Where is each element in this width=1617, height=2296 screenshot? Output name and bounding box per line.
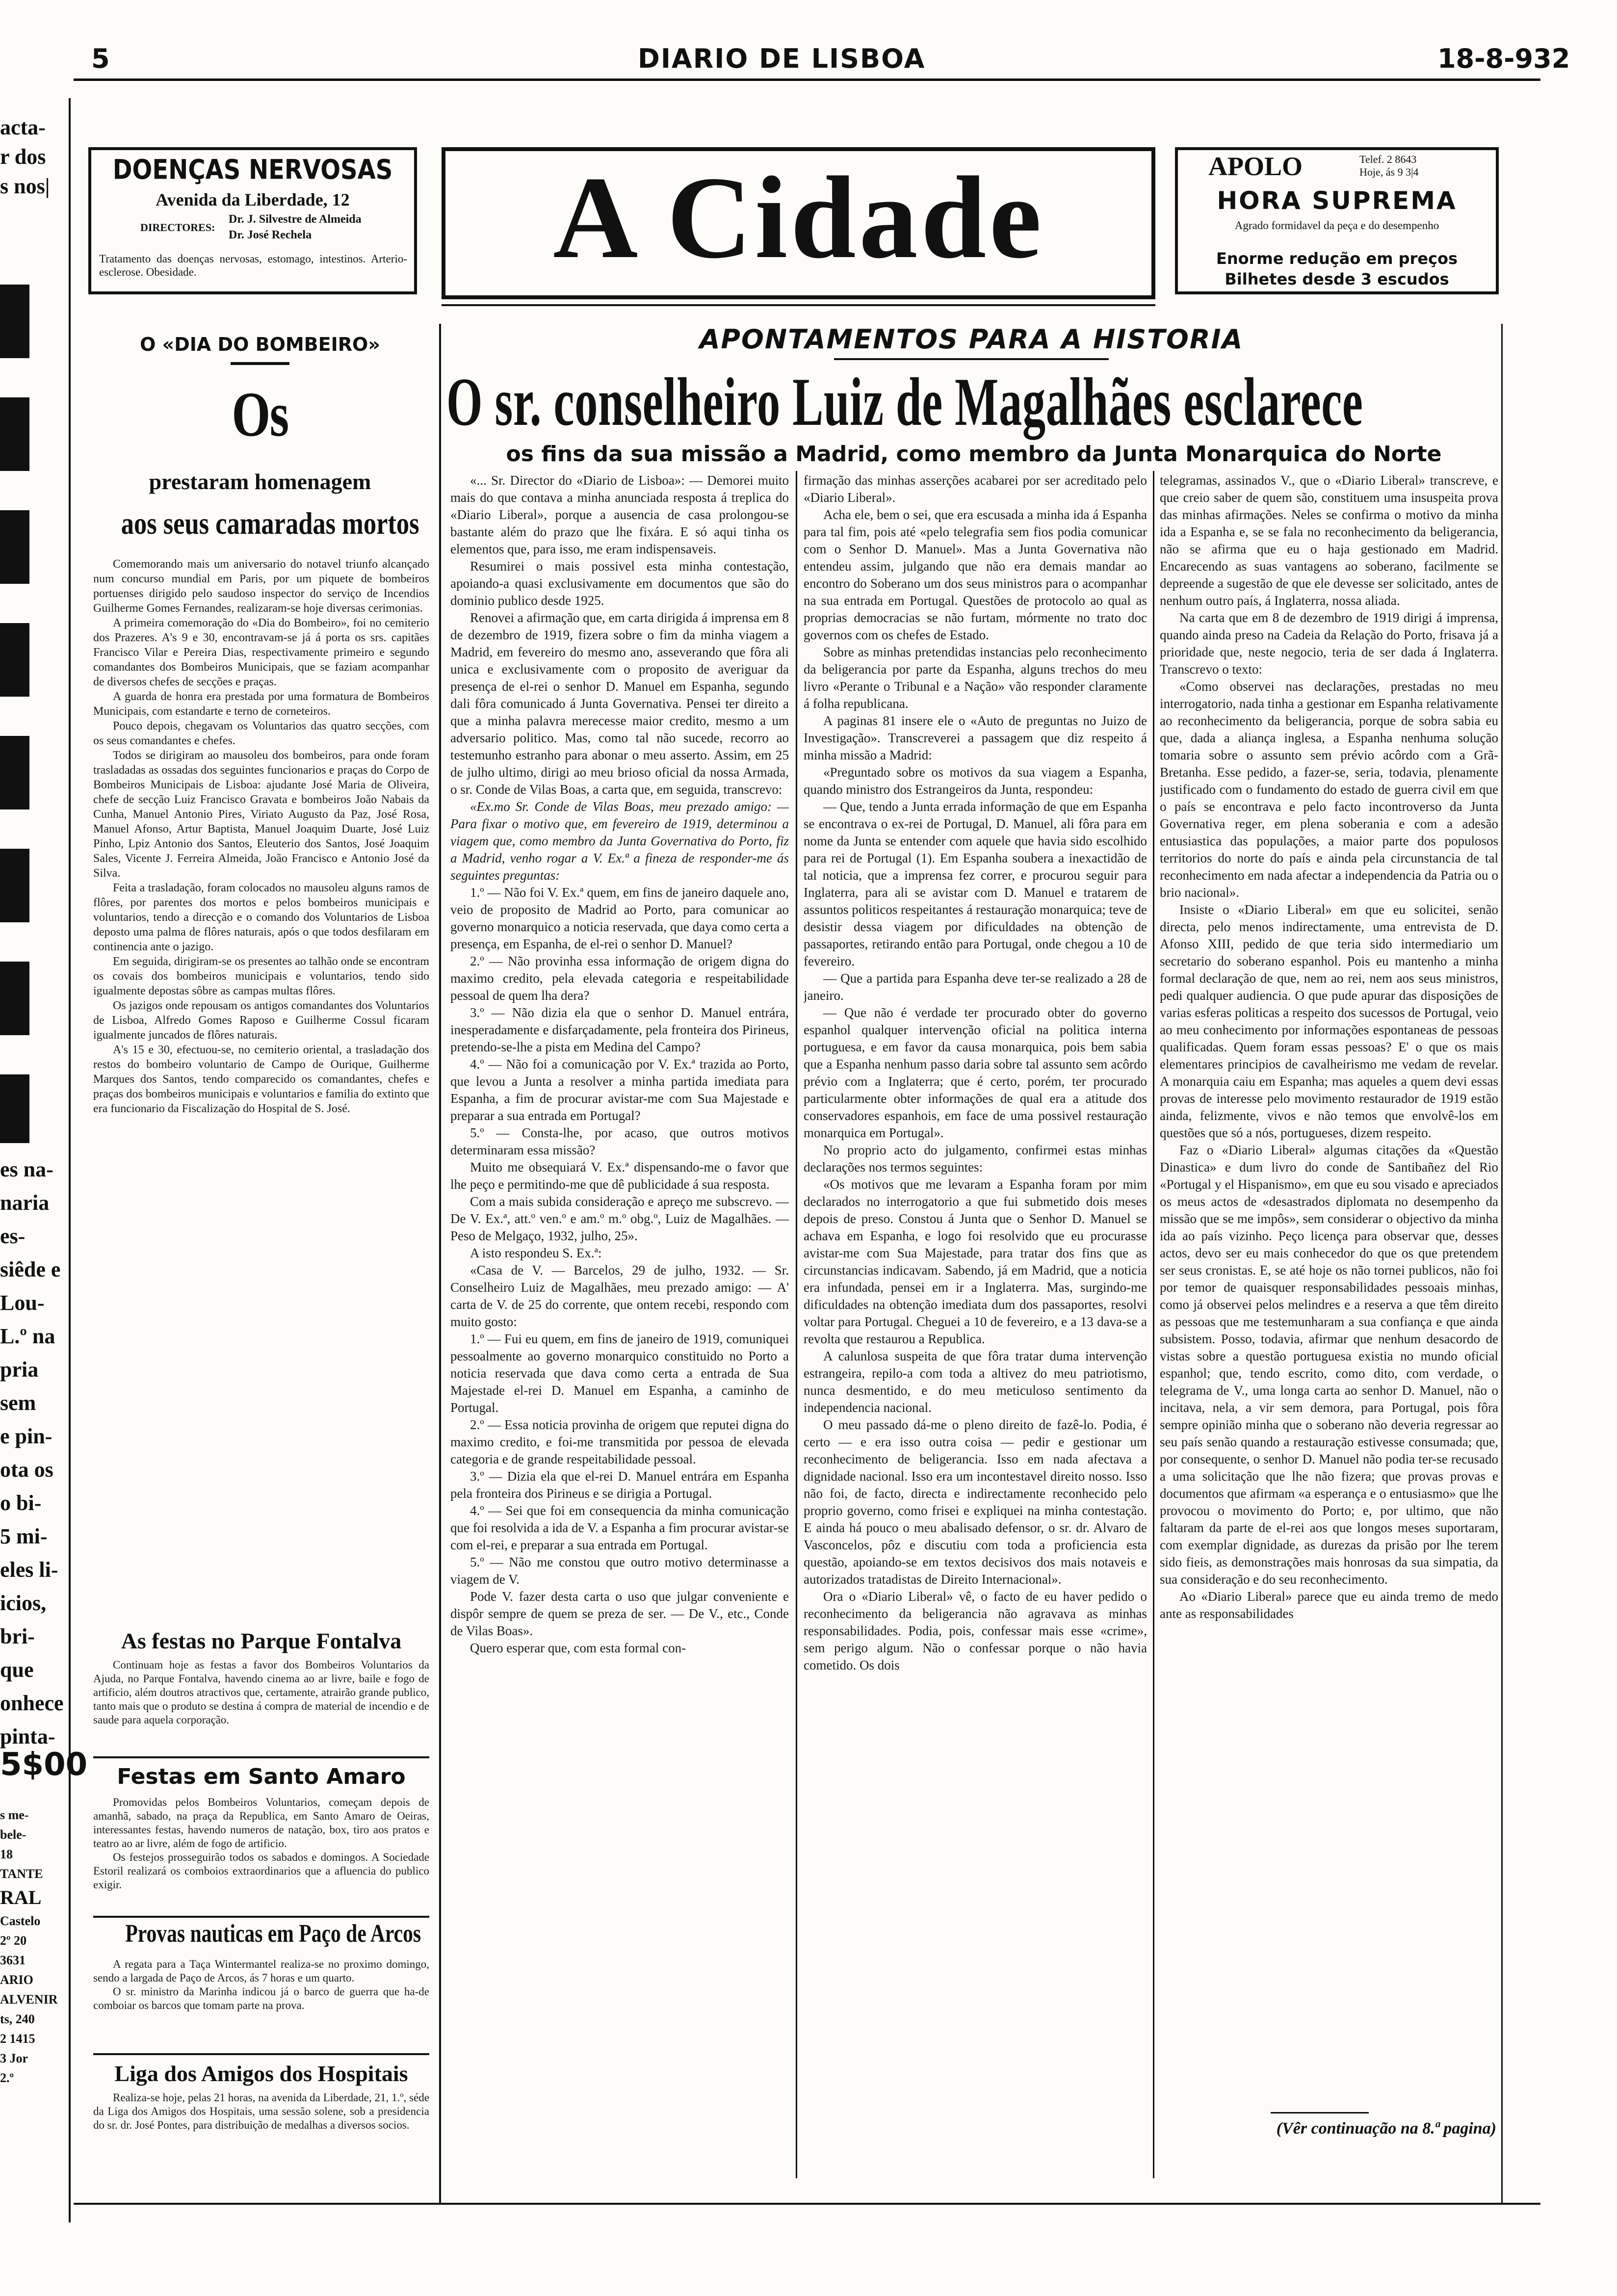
margin-fragment: sem	[0, 1391, 36, 1415]
margin-fragment: siêde e	[0, 1257, 61, 1281]
paragraph: 3.º — Dizia ela que el-rei D. Manuel entrára em Espanha pela fronteira dos Pirineus e se dirigia a Portugal.	[450, 1469, 789, 1501]
margin-fragment: naria es-	[0, 1191, 50, 1248]
left-margin-fragments-bottom	[0, 1805, 66, 2088]
margin-fragment: es na-	[0, 1157, 53, 1181]
liga-body	[93, 2091, 429, 2165]
paragraph: firmação das minhas asserções acabarei por ser acreditado pelo «Diario Liberal».	[804, 473, 1147, 505]
kicker-ornament	[231, 362, 289, 365]
margin-fragment: L.º na	[0, 1324, 55, 1348]
margin-price: 5$00	[0, 1747, 88, 1783]
paragraph: «Como observei nas declarações, prestadas no meu interrogatorio, nada tinha a gestionar em Espanha relativamente ao reconhecimento da beligerancia, porque de sobra sabia eu que, dada a aliança inglesa, a Espanha nenhuma solução tomaria sobre o assunto sem prévio acôrdo com a Grã-Bretanha. Esse pedido, a fazer-se, seria, todavia, plenamente justificado com o fundamento do estado de guerra civil em que o país se encontrava e pelo facto incontroverso da Junta Governativa reger, em plena soberania e com a adesão entusiastica das populações, a maior parte dos populosos territorios do norte do país e ainda pela circunstancia de tal reconhecimento em nada afectar a independencia da Patria ou o brio nacional».	[1160, 679, 1498, 900]
ad-director-2: Dr. José Rechela	[229, 229, 312, 241]
paragraph: Os jazigos onde repousam os antigos comandantes dos Voluntarios de Lisboa, Alfredo Gomes Raposo e Guilherme Cossul ficaram igualmente juncados de flôres naturais.	[93, 999, 429, 1042]
liga-headline: Liga dos Amigos dos Hospitais	[114, 2061, 408, 2086]
left-margin-fragments-lower	[0, 1153, 66, 1753]
margin-fragment: e pin-	[0, 1424, 52, 1448]
paragraph: telegramas, assinados V., que o «Diario Liberal» transcreve, e que creio saber de quem são, constituem uma insuspeita prova das minhas afirmações. Neles se confirma o motivo da minha ida a Espanha e, se se fala no reconhecimento da beligerancia, não se afirma que eu o haja gestionado em Madrid. Encarecendo as suas vantagens ao soberano, facilmente se depreende a sugestão de que ele devesse ser solicitado, antes de nenhum outro país, á Inglaterra, nossa aliada.	[1160, 473, 1498, 608]
margin-fragment: 2º 20	[0, 1933, 27, 1948]
ad-title: DOENÇAS NERVOSAS	[112, 154, 393, 186]
main-headline	[446, 363, 1501, 446]
ad-today: Hoje, ás 9 3|4	[1359, 166, 1419, 178]
paragraph: Na carta que em 8 de dezembro de 1919 dirigi á imprensa, quando ainda preso na Cadeia da Relação do Porto, frisava já a prioridade que, neste negocio, teria de ser dada á Inglaterra. Transcrevo o texto:	[1160, 610, 1498, 677]
right-border	[1501, 324, 1503, 2203]
left-headline	[88, 373, 432, 461]
divider	[93, 2053, 429, 2055]
paragraph: Pouco depois, chegavam os Voluntarios das quatro secções, com os seus comandantes e chefes.	[93, 720, 429, 747]
paragraph: 3.º — Não dizia ela que o senhor D. Manuel entrára, inesperadamente e disfarçadamente, pela fronteira dos Pirineus, pretendo-se-lhe a pista em Medina del Campo?	[450, 1005, 789, 1054]
paragraph: Sobre as minhas pretendidas instancias pelo reconhecimento da beligerancia por parte da Espanha, alguns trechos do meu livro «Perante o Tribunal e a Nação» vão responder claramente á folha republicana.	[804, 645, 1147, 711]
paragraph: A regata para a Taça Wintermantel realiza-se no proximo domingo, sendo a largada de Paço de Arcos, ás 7 horas e um quarto.	[93, 1958, 429, 1984]
margin-fragment: que	[0, 1658, 34, 1682]
margin-fragment: acta-	[0, 115, 46, 139]
header-rule	[74, 78, 1540, 81]
paragraph: 1.º — Não foi V. Ex.ª quem, em fins de janeiro daquele ano, veio de proposito de Madrid ao Porto, para comunicar ao governo monarquico a noticia reservada, que daya como certa a presença, em Espanha, de el-rei o senhor D. Manuel?	[450, 885, 789, 951]
paragraph: O meu passado dá-me o pleno direito de fazê-lo. Podia, é certo — e era isso outra coisa — pedir e gestionar um reconhecimento de beligerancia. Isso em nada afectava a dignidade nacional. Isso era um incontestavel direito nosso. Isso não foi, de facto, directa e indirectamente reconhecido pelo proprio governo, como frisei e expliquei na minha contestação. E ainda há pouco o meu abalisado defensor, o sr. dr. Alvaro de Vasconcelos, pôz e discutiu com toda a proficiencia esta questão, apoiando-se em textos decisivos dos mais notaveis e autorizados tratadistas de Direito Internacional».	[804, 1417, 1147, 1587]
ad-tickets: Bilhetes desde 3 escudos	[1225, 270, 1449, 288]
margin-fragment: Castelo	[0, 1914, 41, 1928]
paragraph: Com a mais subida consideração e apreço me subscrevo. — De V. Ex.ª, att.º ven.º e am.º m.º obg.º, Luiz de Magalhães. — Peso de Melgaço, 1932, julho, 25».	[450, 1194, 789, 1243]
ad-venue: APOLO	[1208, 152, 1303, 181]
margin-fragment: 2 1415	[0, 2032, 35, 2046]
kicker-rule	[834, 358, 1109, 360]
paragraph: A primeira comemoração do «Dia do Bombeiro», foi no cemiterio dos Prazeres. A's 9 e 30, encontravam-se já á porta os srs. capitães Francisco Vilar e Pereira Dias, respectivamente primeiro e segundo comandantes dos Bombeiros Municipais, que se faziam acompanhar de diversos chefes de secções e praças.	[93, 617, 429, 688]
paragraph: 4.º — Sei que foi em consequencia da minha comunicação que foi resolvida a ida de V. a Espanha a fim procurar avistar-se com el-rei, e preparar a sua entrada em Portugal.	[450, 1503, 789, 1552]
bottom-rule	[74, 2203, 1540, 2205]
santo-amaro-body	[93, 1796, 429, 1913]
margin-fragment: o bi-	[0, 1491, 42, 1515]
margin-fragment: pinta-	[0, 1724, 55, 1748]
paragraph: «Casa de V. — Barcelos, 29 de julho, 1932. — Sr. Conselheiro Luiz de Magalhães, meu prezado amigo: — A' carta de V. de 25 do corrente, que ontem recebi, respondo com muito gosto:	[450, 1263, 789, 1329]
margin-fragment: eles li-	[0, 1558, 58, 1582]
ad-discount: Enorme redução em preços	[1216, 249, 1458, 268]
paragraph: — Que, tendo a Junta errada informação de que em Espanha se encontrava o ex-rei de Portugal, D. Manuel, ali fôra para em nome da Junta se entender com aquele que havia sido escolhido para rei de Portugal (1). Em Espanha soubera a inexactidão de tal noticia, que a imprensa fez correr, e procurou seguir para Inglaterra, para ali se avistar com D. Manuel e tratarem de assuntos politicos respeitantes á restauração monarquica; teve de desistir dessa viagem por dificuldades na obtenção de passaportes, retirando então para Portugal, onde chegou a 10 de fevereiro.	[804, 799, 1147, 968]
ad-phone: Telef. 2 8643	[1359, 153, 1417, 165]
main-kicker: APONTAMENTOS PARA A HISTORIA	[699, 324, 1244, 355]
margin-fragment: 5 mi-	[0, 1524, 48, 1548]
paragraph: Insiste o «Diario Liberal» em que eu solicitei, senão directa, pelo menos indirectamente, uma entrevista de D. Afonso XIII, pedido de que teria sido intermediario um secretario do soberano espanhol. Pois eu mantenho a minha formal declaração de que, nem ao rei, nem aos seus ministros, pedi qualquer audiencia. O que pude apurar das disposições de varias esferas politicas a respeito dos sucessos de Portugal, veio ao meu conhecimento por informações espontaneas de pessoas qualificadas. Quem foram essas pessoas? E' o que os mais elementares principios de cavalheirismo me vedam de revelar. A monarquia caiu em Espanha; mas aqueles a quem devi essas provas de interesse pelo movimento restaurador de 1919 estão ainda, felizmente, vivos e não temos que envolvê-los em questões que só a nós, portugueses, dizem respeito.	[1160, 902, 1498, 1140]
main-headline-text: O sr. conselheiro Luiz de Magalhães esclarece	[446, 364, 1363, 440]
left-deck-2	[88, 505, 432, 542]
margin-fragment: 3631	[0, 1953, 26, 1967]
paragraph: Os festejos prosseguirão todos os sabados e domingos. A Sociedade Estoril realizará os comboios extraordinarios que a afluencia do publico exigir.	[93, 1851, 429, 1891]
paragraph: O sr. ministro da Marinha indicou já o barco de guerra que ha-de comboiar os barcos que tomam parte na prova.	[93, 1985, 429, 2011]
margin-fragment: onhece	[0, 1691, 64, 1715]
paco-arcos-body	[93, 1957, 429, 2051]
paragraph: Acha ele, bem o sei, que era escusada a minha ida á Espanha para tal fim, pois até «pelo telegrafia sem fios podia comunicar com o Senhor D. Manuel». Mas a Junta Governativa não entendeu assim, julgando que não era demais mandar ao encontro do Soberano um dos seus ministros para o acompanhar na sua entrada em Portugal. Questões de protocolo ao qual as proprias democracias se não furtam, mórmente no trato doc governos com os chefes de Estado.	[804, 507, 1147, 642]
main-column-3	[1160, 472, 1498, 2091]
margin-fragment: TANTE	[0, 1867, 43, 1881]
fontalva-body	[93, 1658, 429, 1751]
ad-doencas-nervosas	[88, 147, 417, 294]
paragraph: Continuam hoje as festas a favor dos Bombeiros Voluntarios da Ajuda, no Parque Fontalva, havendo cinema ao ar livre, baile e fogo de artificio, além doutros atractivos que, certamente, atrairão grande publico, tanto mais que o produto se destina á compra de material de incendio e de saude para aquela corporação.	[93, 1659, 429, 1726]
paragraph: Todos se dirigiram ao mausoleu dos bombeiros, para onde foram trasladadas as ossadas dos seguintes funcionarios e praças do Corpo de Bombeiros Municipais de Lisboa: ajudante José Maria de Oliveira, chefe de secção Luiz Francisco Gravata e bombeiros João Nabais da Cunha, Manuel Antonio Pires, Viriato Augusto da Paz, José Rosa, Manuel Afonso, Artur Baptista, Manuel Joaquim Duarte, José Luiz Pinho, Lpiz Antonio dos Santos, Eleuterio dos Santos, José Joaquim Sales, Vicente J. Ferreira Almeida, João Francisco e Antonio José da Silva.	[93, 749, 429, 880]
paper-name: DIARIO DE LISBOA	[638, 43, 926, 74]
ad-treatment: Tratamento das doenças nervosas, estomago, intestinos. Arterio-esclerose. Obesidade.	[99, 253, 407, 278]
paragraph: 5.º — Não me constou que outro motivo determinasse a viagem de V.	[450, 1555, 789, 1587]
ad-directors-label: DIRECTORES:	[140, 221, 215, 234]
left-column-divider	[439, 324, 441, 2203]
margin-fragment: Lou-	[0, 1291, 45, 1315]
margin-fragment: bele-	[0, 1827, 26, 1842]
ad-show: HORA SUPREMA	[1217, 186, 1457, 215]
paragraph: A paginas 81 insere ele o «Auto de preguntas no Juizo de Investigação». Transcreverei a passagem que diz respeito á minha missão a Madrid:	[804, 713, 1147, 762]
margin-fragment: ota os	[0, 1458, 53, 1482]
paragraph: — Que não é verdade ter procurado obter do governo espanhol qualquer intervenção oficial na politica interna portuguesa, e em favor da causa monarquica, pois bem sabia que a Espanha nenhum passo daria sobre tal assunto sem acôrdo prévio com a Inglaterra; que é certo, porém, ter procurado particularmente obter informações de qual era a atitude dos conservadores espanhois, em face de uma possivel restauração monarquica em Portugal».	[804, 1005, 1147, 1140]
margin-large-glyphs	[0, 285, 29, 1143]
paragraph: A calunlosa suspeita de que fôra tratar duma intervenção estrangeira, repilo-a com toda a altivez do meu patriotismo, nunca desmentido, e do meu meticuloso sentimento da independencia nacional.	[804, 1349, 1147, 1415]
paragraph: Pode V. fazer desta carta o uso que julgar conveniente e dispôr sempre de quem se preza de ser. — De V., etc., Conde de Vilas Boas».	[450, 1589, 789, 1638]
margin-fragment: bri-	[0, 1624, 35, 1648]
left-deck-2-text: aos seus camaradas mortos	[121, 506, 419, 541]
paragraph: «Preguntado sobre os motivos da sua viagem a Espanha, quando ministro dos Estrangeiros da Junta, respondeu:	[804, 765, 1147, 797]
paco-arcos-headline-text: Provas nauticas em Paço de Arcos	[125, 1920, 421, 1948]
paragraph: 4.º — Não foi a comunicação por V. Ex.ª trazida ao Porto, que levou a Junta a resolver a minha partida imediata para Espanha, a fim de procurar avistar-me com Sua Majestade e preparar a sua entrada em Portugal?	[450, 1057, 789, 1123]
paragraph: «... Sr. Director do «Diario de Lisboa»: — Demorei muito mais do que contava a minha anunciada resposta á treplica do «Diario Liberal», porque a ausencia de casa prolongou-se bastante além do prazo que lhe fixára. E só aqui tinha os elementos que, para isso, me eram indispensaveis.	[450, 473, 789, 556]
paragraph: Quero esperar que, com esta formal con-	[470, 1641, 686, 1655]
paragraph: Faz o «Diario Liberal» algumas citações da «Questão Dinastica» e dum livro do conde de Santibañez del Rio «Portugal y el Hispanismo», em que eu sou visado e apreciados os meus actos de «desastrados diplomata no desempenho da missão que se me impôs», sem considerar o objectivo da minha ida ao país vizinho. Peço licença para observar que, desses actos, devo ser eu mais conhecedor do que os que pretendem ser seus cronistas. E, se até hoje os não tornei publicos, não foi por temor de quaisquer responsabilidades pessoais minhas, como já observei pelos melindres e a reserva a que têm direito as pessoas que me testemunharam a sua confiança e que ainda subsistem. Posso, todavia, afirmar que nenhum desacordo de vistas sobre a questão portuguesa existia no mundo oficial espanhol; que, tendo escrito, como dito, com verdade, o telegrama de V., uma longa carta ao senhor D. Manuel, não o incitava, nela, a vir sem demora, para Portugal, pois fôra sempre opinião minha que o soberano não deveria regressar ao seu país senão quando a restauração estivesse consumada; que, por consequente, o senhor D. Manuel não podia ter-se recusado a uma solicitação que lhe não fizera; que provas provas e documentos que afirmam «a esperança e o entusiasmo» que lhe provocou o movimento do Porto; e, por ultimo, que não faltaram da parte de el-rei aos que longos meses suportaram, com exemplar dignidade, as durezas da prisão por lhe terem sido fieis, as demonstrações mais honrosas da sua simpatia, da sua consideração e do seu reconhecimento.	[1160, 1143, 1498, 1587]
ad-address: Avenida da Liberdade, 12	[156, 190, 350, 209]
main-column-1	[450, 472, 789, 2184]
ad-review: Agrado formidavel da peça e do desempenho	[1234, 219, 1439, 232]
left-kicker: O «DIA DO BOMBEIRO»	[140, 334, 380, 355]
continuation-note: (Vêr continuação na 8.ª pagina)	[1276, 2119, 1496, 2138]
paco-arcos-headline	[88, 1919, 432, 1948]
margin-fragment: r dos	[0, 145, 46, 169]
paragraph: 2.º — Não provinha essa informação de origem digna do maximo credito, pela elevada categoria e respeitabilidade pessoal de quem lha dera?	[450, 954, 789, 1003]
page-number: 5	[91, 43, 110, 74]
paragraph: Em seguida, dirigiram-se os presentes ao talhão onde se encontram os covais dos bombeiros municipais e voluntarios, tendo sido igualmente depostas sôbre as campas multas flôres.	[93, 955, 429, 997]
paragraph: 5.º — Consta-lhe, por acaso, que outros motivos determinaram essa missão?	[450, 1125, 789, 1157]
margin-fragment: s nos|	[0, 174, 50, 198]
paragraph: Resumirei o mais possivel esta minha contestação, apoiando-a quasi exclusivamente em documentos que são do dominio publico desde 1925.	[450, 559, 789, 608]
continuation-rule	[1271, 2112, 1369, 2113]
paragraph: Realiza-se hoje, pelas 21 horas, na avenida da Liberdade, 21, 1.º, séde da Liga dos Amigos dos Hospitais, uma sessão solene, sob a presidencia do sr. dr. José Pontes, para distribuição de medalhas a diversos socios.	[93, 2091, 429, 2131]
divider	[93, 1916, 429, 1918]
left-margin-rule	[69, 98, 71, 2222]
left-headline-text: Os	[232, 379, 288, 450]
column-divider	[1153, 471, 1154, 2178]
main-column-2	[804, 472, 1147, 2184]
margin-fragment: icios,	[0, 1591, 47, 1615]
masthead-frame	[442, 147, 1155, 299]
paragraph: Ao «Diario Liberal» parece que eu ainda tremo de medo ante as responsabilidades	[1160, 1589, 1498, 1621]
masthead-title: A Cidade	[553, 152, 1044, 283]
paragraph: Renovei a afirmação que, em carta dirigida á imprensa em 8 de dezembro de 1919, fizera sobre o fim da minha viagem a Madrid, em fevereiro do mesmo ano, asseverando que fôra ali unica e exclusivamente com o proposito de averiguar da presença de el-rei o senhor D. Manuel em Espanha, segundo dali fôra comunicado á Junta Governativa. Pensei ter direito a que a minha palavra merecesse maior credito, mesmo a um adversario politico. Mas, como tal não sucede, recorro ao testemunho estranho para abonar o meu asserto. Assim, em 25 de julho ultimo, dirigi ao meu brioso oficial da nossa Armada, o sr. Conde de Vilas Boas, a carta que, em seguida, transcrevo:	[450, 610, 789, 797]
paragraph: A guarda de honra era prestada por uma formatura de Bombeiros Municipais, com estandarte e terno de corneteiros.	[93, 690, 429, 718]
margin-fragment: RAL	[0, 1886, 42, 1908]
paragraph: Promovidas pelos Bombeiros Voluntarios, começam depois de amanhã, sabado, na praça da Republica, em Santo Amaro de Oeiras, interessantes festas, havendo numeros de natação, box, tiro aos pratos e teatro ao ar livre, além de fogo de artificio.	[93, 1796, 429, 1850]
margin-fragment: pria	[0, 1357, 39, 1382]
paragraph: A's 15 e 30, efectuou-se, no cemiterio oriental, a trasladação dos restos do bombeiro voluntario de Campo de Ourique, Guilherme Marques dos Santos, tendo comparecido os comandantes, chefes e praças dos bombeiros municipais e voluntarios e familia do extinto que era funcionario da Fiscalização do Hospital de S. José.	[93, 1044, 429, 1115]
paragraph: 1.º — Fui eu quem, em fins de janeiro de 1919, comuniquei pessoalmente ao governo monarquico constituido no Porto a noticia reservada que dava como certa a entrada de Sua Majestade el-rei D. Manuel em Espanha, a caminho de Portugal.	[450, 1331, 789, 1415]
margin-fragment: ALVENIR	[0, 1992, 58, 2007]
margin-fragment: 3 Jor	[0, 2051, 28, 2065]
ad-apolo	[1175, 147, 1499, 294]
paragraph: Ora o «Diario Liberal» vê, o facto de eu haver pedido o reconhecimento da beligerancia não agravava as minhas responsabilidades. Podia, pois, confessar mais esse «crime», sem perigo algum. Não o confessar porque o não havia cometido. Os dois	[804, 1589, 1147, 1672]
main-subheadline: os fins da sua missão a Madrid, como membro da Junta Monarquica do Norte	[506, 442, 1442, 467]
santo-amaro-headline: Festas em Santo Amaro	[117, 1764, 406, 1789]
paragraph: No proprio acto do julgamento, confirmei estas minhas declarações nos termos seguintes:	[804, 1143, 1147, 1174]
margin-fragment: 18	[0, 1847, 13, 1861]
paragraph: A isto respondeu S. Ex.ª:	[470, 1246, 602, 1260]
paragraph: 2.º — Essa noticia provinha de origem que reputei digna do maximo credito, e foi-me transmitida por pessoa de elevada categoria e de grande respeitabilidade pessoal.	[450, 1417, 789, 1466]
paragraph: Muito me obsequiará V. Ex.ª dispensando-me o favor que lhe peço e permitindo-me que dê publicidade á sua resposta.	[450, 1160, 789, 1192]
margin-fragment: s me-	[0, 1808, 29, 1822]
margin-fragment: 2.º	[0, 2071, 14, 2085]
paragraph: «Os motivos que me levaram a Espanha foram por mim declarados no interrogatorio a que fui submetido dois meses depois de preso. Constou á Junta que o Senhor D. Manuel se achava em Espanha, e logo foi resolvido que eu procurasse avistar-me com Sua Majestade, para tratar dos fins que as circunstancias indicavam. Sabendo, já em Madrid, que a noticia era infundada, pensei em ir a Inglaterra. Mas, surgindo-me dificuldades na obtenção imediata dum dos passaportes, resolvi voltar para Portugal. Cheguei a 10 de fevereiro, e a 13 dava-se a revolta que restaurou a Republica.	[804, 1177, 1147, 1346]
margin-fragment: ARIO	[0, 1973, 33, 1987]
left-deck-1: prestaram homenagem	[149, 469, 371, 494]
issue-date: 18-8-932	[1437, 43, 1570, 74]
ad-director-1: Dr. J. Silvestre de Almeida	[229, 213, 362, 226]
masthead-underline	[442, 304, 1155, 306]
margin-fragment: ts, 240	[0, 2012, 35, 2026]
paragraph: Feita a trasladação, foram colocados no mausoleu alguns ramos de flôres, por parentes dos mortos e pelos bombeiros municipais e voluntarios, tendo a direcção e o comando dos Voluntarios de Lisboa deposto uma palma de flôres naturais, após o que todos desfilaram em continencia ante o jazigo.	[93, 882, 429, 953]
column-divider	[796, 471, 797, 2178]
paragraph: — Que a partida para Espanha deve ter-se realizado a 28 de janeiro.	[804, 971, 1147, 1003]
fontalva-headline: As festas no Parque Fontalva	[121, 1628, 402, 1653]
left-article-body	[93, 557, 429, 1621]
paragraph: Comemorando mais um aniversario do notavel triunfo alcançado num concurso mundial em Paris, por um piquete de bombeiros portuenses dirigido pelo saudoso inspector do serviço de Incendios Guilherme Gomes Fernandes, realizaram-se hoje diversas cerimonias.	[93, 558, 429, 615]
left-margin-fragments	[0, 113, 66, 201]
paragraph: «Ex.mo Sr. Conde de Vilas Boas, meu prezado amigo: — Para fixar o motivo que, em fevereiro de 1919, determinou a viagem que, como membro da Junta Governativa do Porto, fiz a Madrid, venho rogar a V. Ex.ª a fineza de responder-me ás seguintes preguntas:	[450, 799, 789, 883]
divider	[93, 1756, 429, 1758]
